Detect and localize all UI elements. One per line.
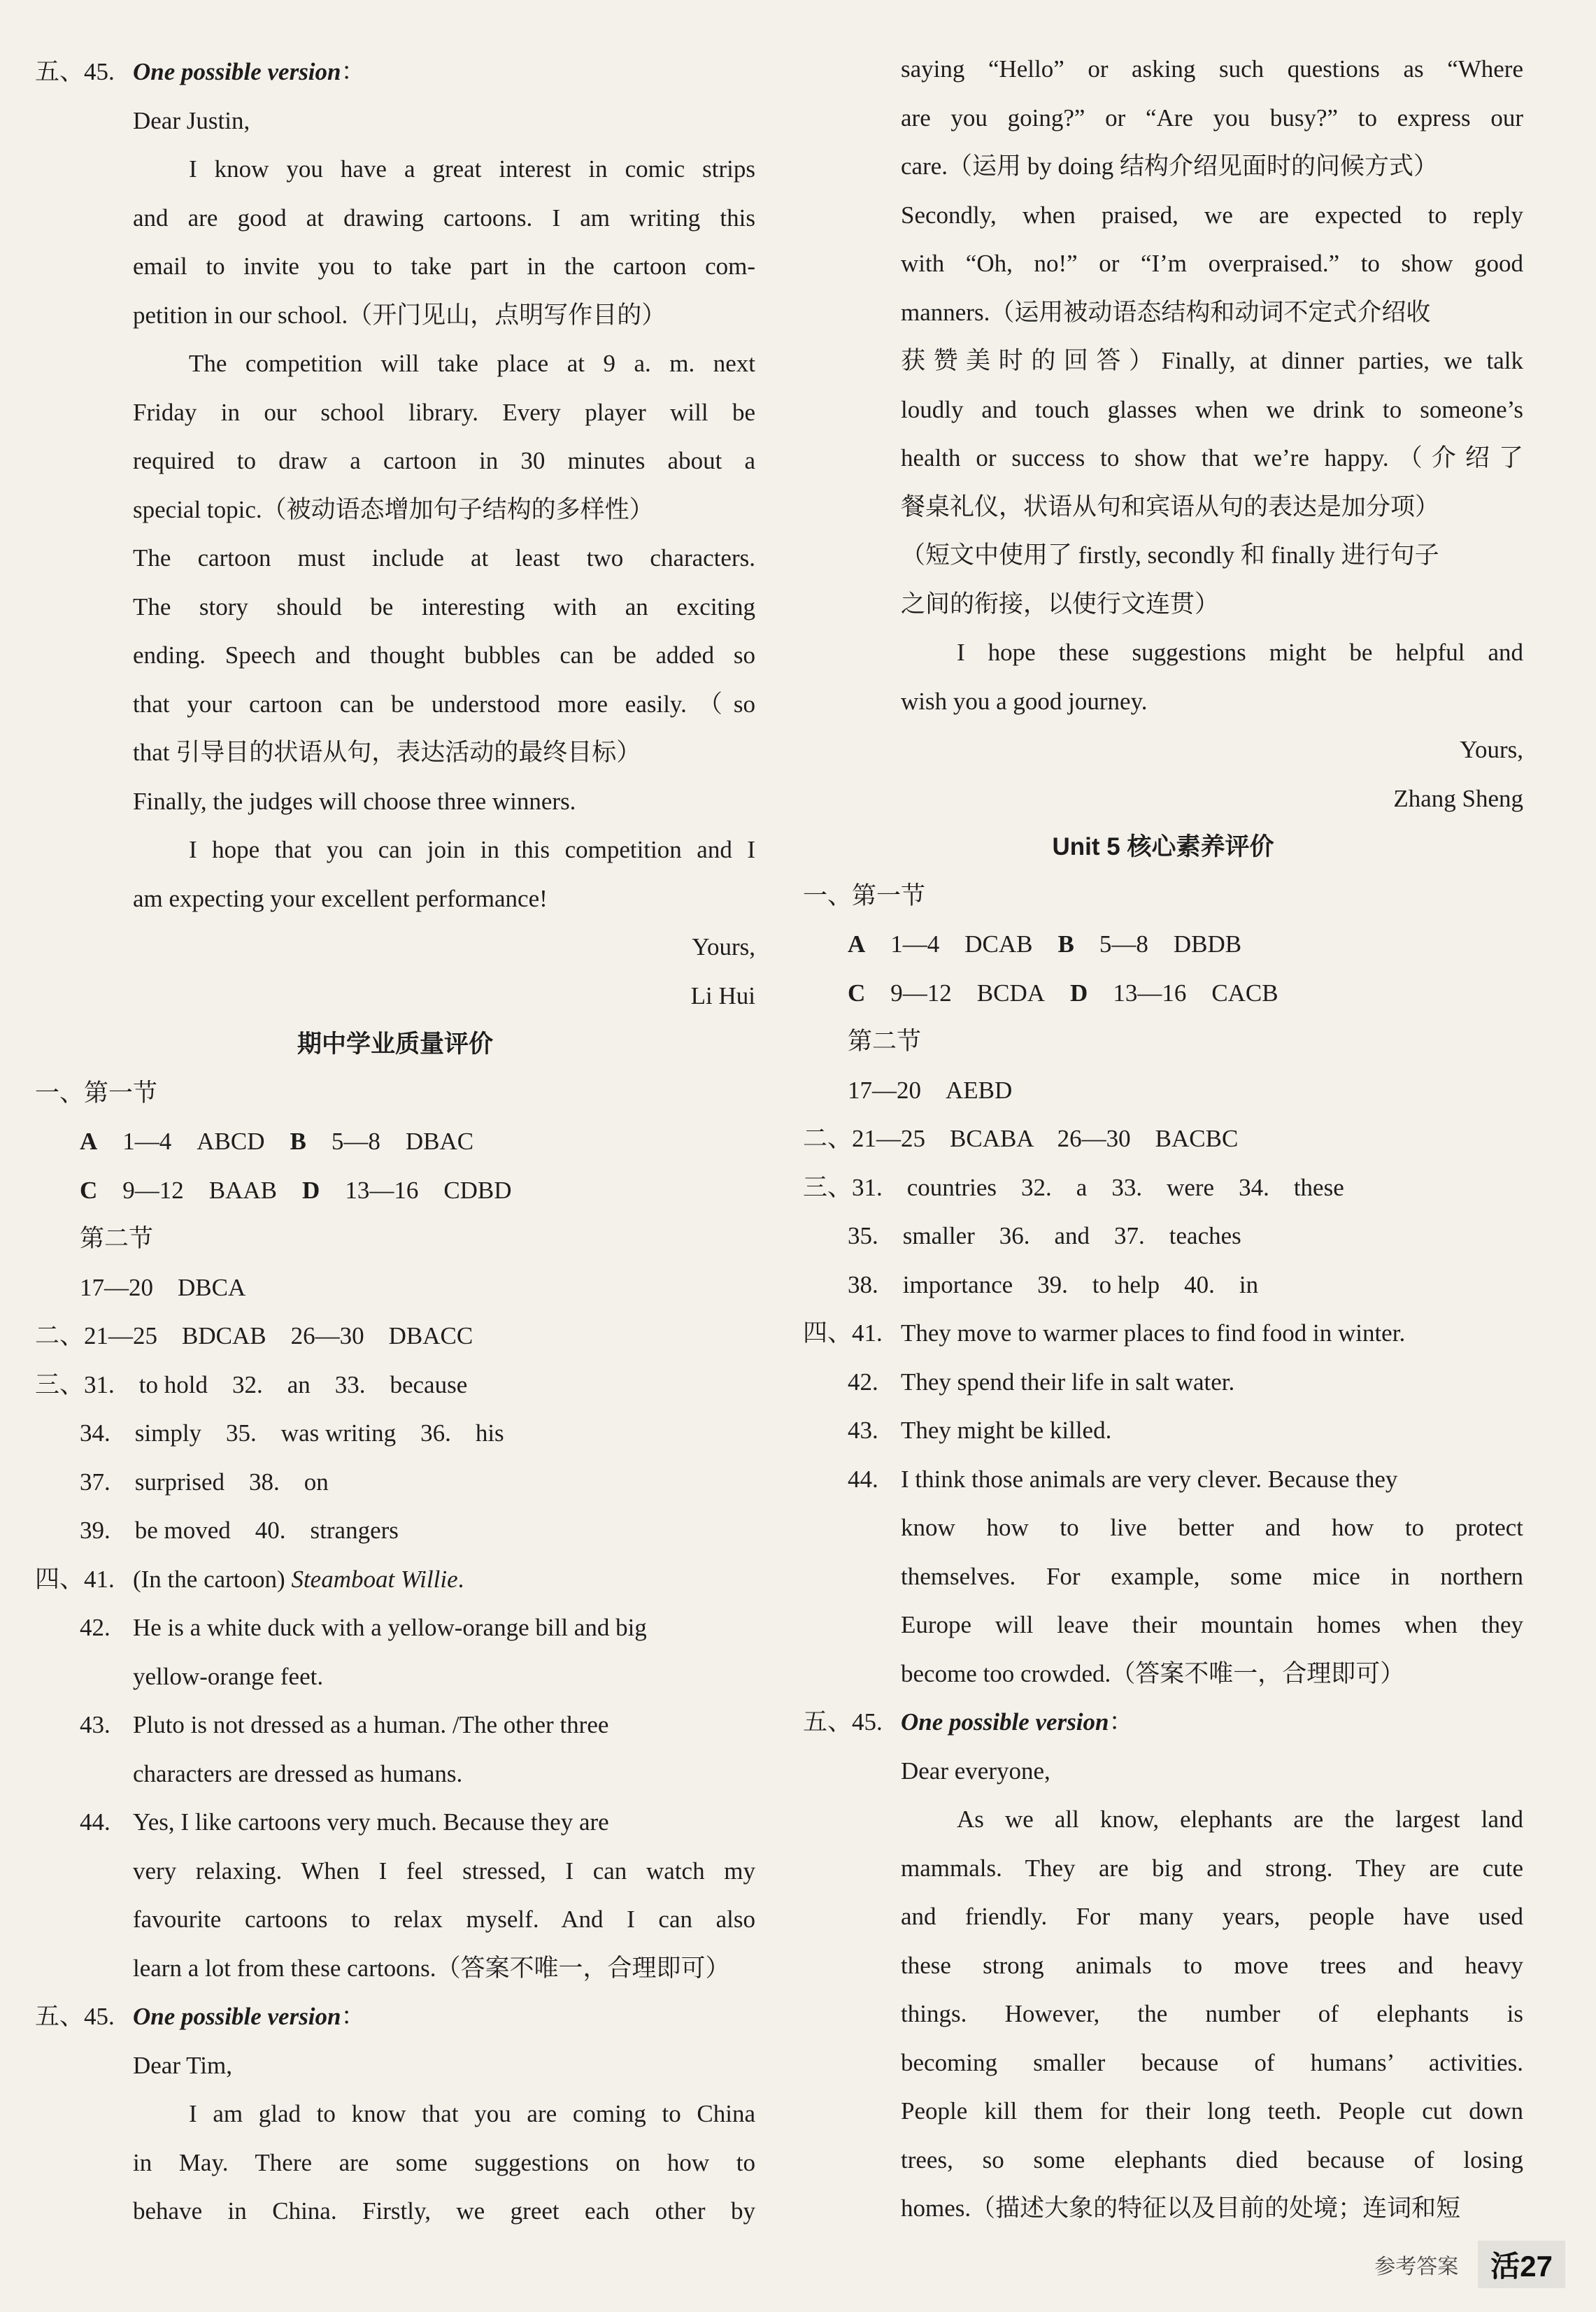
text-line: yellow-orange feet.	[133, 1662, 324, 1690]
answer-row: 三、31. to hold 32. an 33. because	[35, 1370, 468, 1398]
text-line: I am glad to know that you are coming to China	[189, 2100, 755, 2127]
answer-row: 四、41. (In the cartoon) Steamboat Willie.	[35, 1565, 464, 1593]
section-heading: 一、第一节	[803, 881, 926, 909]
text-line: （短文中使用了 firstly, secondly 和 finally 进行句子	[901, 541, 1439, 569]
section-heading: 第二节	[80, 1225, 154, 1252]
text-line: become too crowded.（答案不唯一，合理即可）	[901, 1659, 1405, 1687]
left-column	[35, 48, 755, 2236]
letter-closing: Yours,	[692, 933, 755, 960]
text-line: and friendly. For many years, people have used	[901, 1903, 1523, 1930]
text-line: The story should be interesting with an exciting	[133, 593, 755, 620]
text-line: characters are dressed as humans.	[133, 1759, 463, 1787]
answer-row: 38. importance 39. to help 40. in	[848, 1270, 1259, 1298]
text-line: 获赞美时的回答）Finally, at dinner parties, we talk	[901, 347, 1523, 374]
text-line: in May. There are some suggestions on how to	[133, 2148, 755, 2176]
text-line: As we all know, elephants are the largest land	[957, 1806, 1523, 1833]
text-line: homes.（描述大象的特征以及目前的处境；连词和短	[901, 2194, 1461, 2222]
text-line: trees, so some elephants died because of losing	[901, 2146, 1523, 2173]
section-heading: 第二节	[848, 1028, 922, 1055]
text-line: wish you a good journey.	[901, 687, 1148, 715]
text-line: learn a lot from these cartoons.（答案不唯一，合理即可）	[133, 1954, 730, 1982]
text-line: very relaxing. When I feel stressed, I can watch my	[133, 1857, 755, 1885]
page-number: 活27	[1478, 2241, 1565, 2288]
section-title-unit5: Unit 5 核心素养评价	[1052, 833, 1274, 860]
answer-row: 44. Yes, I like cartoons very much. Because they are	[80, 1808, 609, 1836]
left-q45-heading: 五、45. One possible version：	[35, 58, 366, 85]
footer-label: 参考答案	[1374, 2255, 1459, 2278]
text-line: becoming smaller because of humans’ activities.	[901, 2048, 1523, 2076]
answer-row: 二、21—25 BDCAB 26—30 DBACC	[35, 1322, 473, 1349]
text-line: are you going?” or “Are you busy?” to express our	[901, 104, 1523, 132]
text-line: Finally, the judges will choose three winners.	[133, 787, 576, 815]
answer-row: 二、21—25 BCABA 26—30 BACBC	[803, 1125, 1239, 1152]
letter-signature: Li Hui	[690, 981, 755, 1009]
text-line: manners.（运用被动语态结构和动词不定式介绍收	[901, 298, 1431, 326]
text-line: The competition will take place at 9 a. m. next	[189, 350, 755, 377]
text-line: health or success to show that we’re happy.（介绍了	[901, 444, 1523, 471]
text-line: petition in our school.（开门见山，点明写作目的）	[133, 301, 667, 329]
text-line: I hope that you can join in this competition and I	[189, 836, 755, 863]
right-q45-heading: 五、45. One possible version：	[803, 1708, 1134, 1736]
text-line: The cartoon must include at least two characters.	[133, 544, 755, 572]
letter-salutation: Dear everyone,	[901, 1757, 1050, 1785]
text-line: behave in China. Firstly, we greet each other by	[133, 2197, 755, 2225]
answer-row: 39. be moved 40. strangers	[80, 1517, 399, 1544]
text-line: People kill them for their long teeth. People cut down	[901, 2097, 1523, 2125]
text-line: ending. Speech and thought bubbles can be added so	[133, 641, 755, 669]
text-line: that your cartoon can be understood more easily.（so	[133, 690, 755, 718]
text-line: themselves. For example, some mice in northern	[901, 1562, 1523, 1590]
text-line: things. However, the number of elephants is	[901, 2000, 1523, 2027]
text-line: I know you have a great interest in comic strips	[189, 155, 755, 183]
text-line: Friday in our school library. Every player will be	[133, 398, 755, 426]
answer-row: C 9—12 BCDA D 13—16 CACB	[848, 979, 1278, 1007]
letter-salutation: Dear Tim,	[133, 2051, 232, 2079]
text-line: I hope these suggestions might be helpful and	[957, 639, 1523, 666]
right-column	[803, 45, 1523, 2233]
left-letter-salutation: Dear Justin,	[133, 106, 250, 134]
answer-row: 四、41. They move to warmer places to find food in winter.	[803, 1319, 1406, 1347]
letter-signature: Zhang Sheng	[1393, 784, 1523, 812]
answer-row: 37. surprised 38. on	[80, 1468, 329, 1496]
answer-row: 42. He is a white duck with a yellow-orange bill and big	[80, 1614, 647, 1641]
answer-row: 三、31. countries 32. a 33. were 34. these	[803, 1173, 1344, 1201]
text-line: these strong animals to move trees and heavy	[901, 1951, 1523, 1979]
answer-row: 35. smaller 36. and 37. teaches	[848, 1222, 1241, 1249]
answer-row: A 1—4 DCAB B 5—8 DBDB	[848, 930, 1242, 958]
page-footer	[1374, 2242, 1565, 2287]
answer-row: 43. Pluto is not dressed as a human. /The other three	[80, 1711, 609, 1738]
text-line: favourite cartoons to relax myself. And I can also	[133, 1906, 755, 1933]
text-line: 之间的衔接，以使行文连贯）	[901, 590, 1220, 618]
text-line: know how to live better and how to protect	[901, 1514, 1523, 1541]
left-q45-heading-2: 五、45. One possible version：	[35, 2003, 366, 2030]
letter-closing: Yours,	[1460, 736, 1523, 763]
text-line: saying “Hello” or asking such questions as “Where	[901, 55, 1523, 83]
answer-row: C 9—12 BAAB D 13—16 CDBD	[80, 1176, 512, 1204]
text-line: email to invite you to take part in the cartoon com-	[133, 253, 755, 280]
text-line: mammals. They are big and strong. They are cute	[901, 1854, 1523, 1882]
answer-row: 17—20 AEBD	[848, 1076, 1013, 1104]
text-line: that 引导目的状语从句，表达活动的最终目标）	[133, 739, 641, 766]
text-line: and are good at drawing cartoons. I am writing this	[133, 204, 755, 232]
text-line: with “Oh, no!” or “I’m overpraised.” to show good	[901, 250, 1523, 277]
text-line: Secondly, when praised, we are expected to reply	[901, 201, 1523, 229]
text-line: special topic.（被动语态增加句子结构的多样性）	[133, 495, 654, 523]
text-line: Europe will leave their mountain homes when they	[901, 1611, 1523, 1638]
answer-row: A 1—4 ABCD B 5—8 DBAC	[80, 1128, 474, 1155]
answer-row: 43. They might be killed.	[848, 1417, 1112, 1444]
text-line: loudly and touch glasses when we drink to someone’s	[901, 395, 1523, 423]
text-line: care.（运用 by doing 结构介绍见面时的问候方式）	[901, 153, 1438, 180]
answer-row: 34. simply 35. was writing 36. his	[80, 1419, 504, 1447]
text-line: required to draw a cartoon in 30 minutes about a	[133, 447, 755, 474]
text-line: 餐桌礼仪，状语从句和宾语从句的表达是加分项）	[901, 492, 1440, 520]
answer-row: 42. They spend their life in salt water.	[848, 1368, 1235, 1396]
answer-row: 44. I think those animals are very clever. Because they	[848, 1465, 1398, 1493]
section-heading: 一、第一节	[35, 1079, 158, 1107]
section-title-midterm: 期中学业质量评价	[297, 1030, 493, 1058]
answer-row: 17—20 DBCA	[80, 1273, 246, 1301]
text-line: am expecting your excellent performance!	[133, 884, 548, 912]
